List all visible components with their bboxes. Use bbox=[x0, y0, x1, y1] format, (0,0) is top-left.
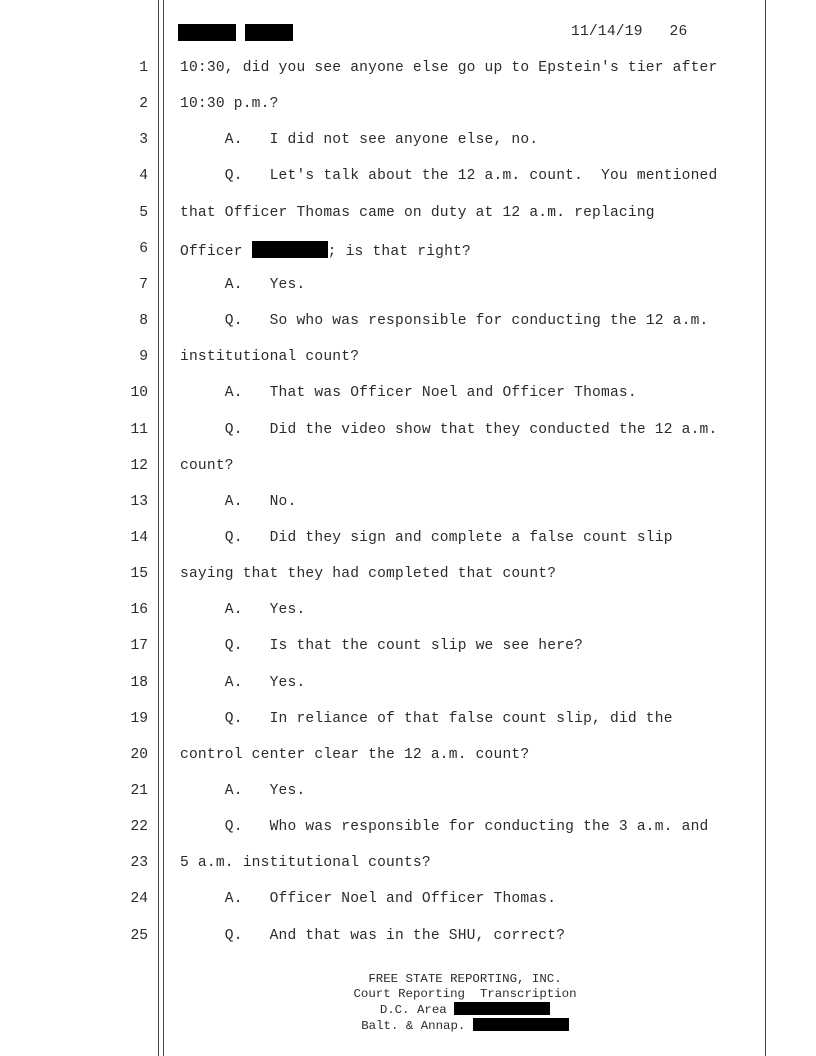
footer-balt-label: Balt. & Annap. bbox=[361, 1019, 473, 1033]
line-number: 2 bbox=[139, 96, 148, 112]
transcript-line: Q. Did they sign and complete a false count slip bbox=[180, 530, 673, 546]
line-number: 12 bbox=[130, 458, 148, 474]
line-number: 24 bbox=[130, 891, 148, 907]
transcript-line: control center clear the 12 a.m. count? bbox=[180, 747, 530, 763]
line-number: 17 bbox=[130, 638, 148, 654]
line-number: 22 bbox=[130, 819, 148, 835]
line-number: 11 bbox=[130, 422, 148, 438]
transcript-line: A. That was Officer Noel and Officer Thomas. bbox=[180, 385, 637, 401]
line-number: 8 bbox=[139, 313, 148, 329]
transcript-line: count? bbox=[180, 458, 234, 474]
transcript-line: 10:30 p.m.? bbox=[180, 96, 279, 112]
line-number: 7 bbox=[139, 277, 148, 293]
line-number: 14 bbox=[130, 530, 148, 546]
line-number: 15 bbox=[130, 566, 148, 582]
line-number: 4 bbox=[139, 168, 148, 184]
line-number: 5 bbox=[139, 205, 148, 221]
transcript-line: A. Officer Noel and Officer Thomas. bbox=[180, 891, 557, 907]
transcript-line: Q. And that was in the SHU, correct? bbox=[180, 928, 566, 944]
transcript-line: Q. Who was responsible for conducting the 3 a.m. and bbox=[180, 819, 709, 835]
line-number: 9 bbox=[139, 349, 148, 365]
transcript-line: Q. Let's talk about the 12 a.m. count. You mentioned bbox=[180, 168, 718, 184]
line-number: 21 bbox=[130, 783, 148, 799]
line-number: 6 bbox=[139, 241, 148, 257]
transcript-line: that Officer Thomas came on duty at 12 a.m. replacing bbox=[180, 205, 655, 221]
transcript-line: institutional count? bbox=[180, 349, 360, 365]
transcript-line: Q. Is that the count slip we see here? bbox=[180, 638, 584, 654]
transcript-line: Q. So who was responsible for conducting the 12 a.m. bbox=[180, 313, 709, 329]
line-number: 18 bbox=[130, 675, 148, 691]
transcript-line: A. No. bbox=[180, 494, 297, 510]
transcript-line bbox=[180, 241, 471, 260]
header-date-page: 11/14/19 26 bbox=[571, 24, 688, 40]
transcript-line: A. Yes. bbox=[180, 602, 306, 618]
transcript-line: A. Yes. bbox=[180, 675, 306, 691]
header-redaction-2 bbox=[245, 24, 293, 41]
footer-balt-redaction bbox=[473, 1018, 569, 1031]
line-text-after-redaction: ; is that right? bbox=[327, 244, 471, 260]
line-number: 25 bbox=[130, 928, 148, 944]
footer-company: FREE STATE REPORTING, INC. bbox=[368, 972, 562, 986]
footer-dc-redaction bbox=[454, 1002, 550, 1015]
transcript-line: saying that they had completed that count? bbox=[180, 566, 557, 582]
transcript-line: 10:30, did you see anyone else go up to Epstein's tier after bbox=[180, 60, 718, 76]
transcript-line: A. I did not see anyone else, no. bbox=[180, 132, 539, 148]
footer-services: Court Reporting Transcription bbox=[353, 987, 577, 1001]
transcript-line: Q. Did the video show that they conducted the 12 a.m. bbox=[180, 422, 718, 438]
line-number: 1 bbox=[139, 60, 148, 76]
line-number: 10 bbox=[130, 385, 148, 401]
transcript-line: Q. In reliance of that false count slip, did the bbox=[180, 711, 673, 727]
line-text-before-redaction: Officer bbox=[180, 244, 252, 260]
header-redaction-1 bbox=[178, 24, 236, 41]
line-number: 20 bbox=[130, 747, 148, 763]
footer-balt-row bbox=[300, 1018, 630, 1034]
transcript-line: 5 a.m. institutional counts? bbox=[180, 855, 431, 871]
left-margin-rule-outer bbox=[158, 0, 159, 1056]
footer bbox=[300, 972, 630, 1034]
line-number: 16 bbox=[130, 602, 148, 618]
line-number: 13 bbox=[130, 494, 148, 510]
footer-dc-label: D.C. Area bbox=[379, 1003, 455, 1017]
transcript-line: A. Yes. bbox=[180, 277, 306, 293]
right-margin-rule bbox=[765, 0, 766, 1056]
footer-dc-row bbox=[300, 1002, 630, 1018]
left-margin-rule-inner bbox=[163, 0, 164, 1056]
name-redaction bbox=[252, 241, 328, 258]
transcript-line: A. Yes. bbox=[180, 783, 306, 799]
line-number: 19 bbox=[130, 711, 148, 727]
line-number: 23 bbox=[130, 855, 148, 871]
line-number: 3 bbox=[139, 132, 148, 148]
